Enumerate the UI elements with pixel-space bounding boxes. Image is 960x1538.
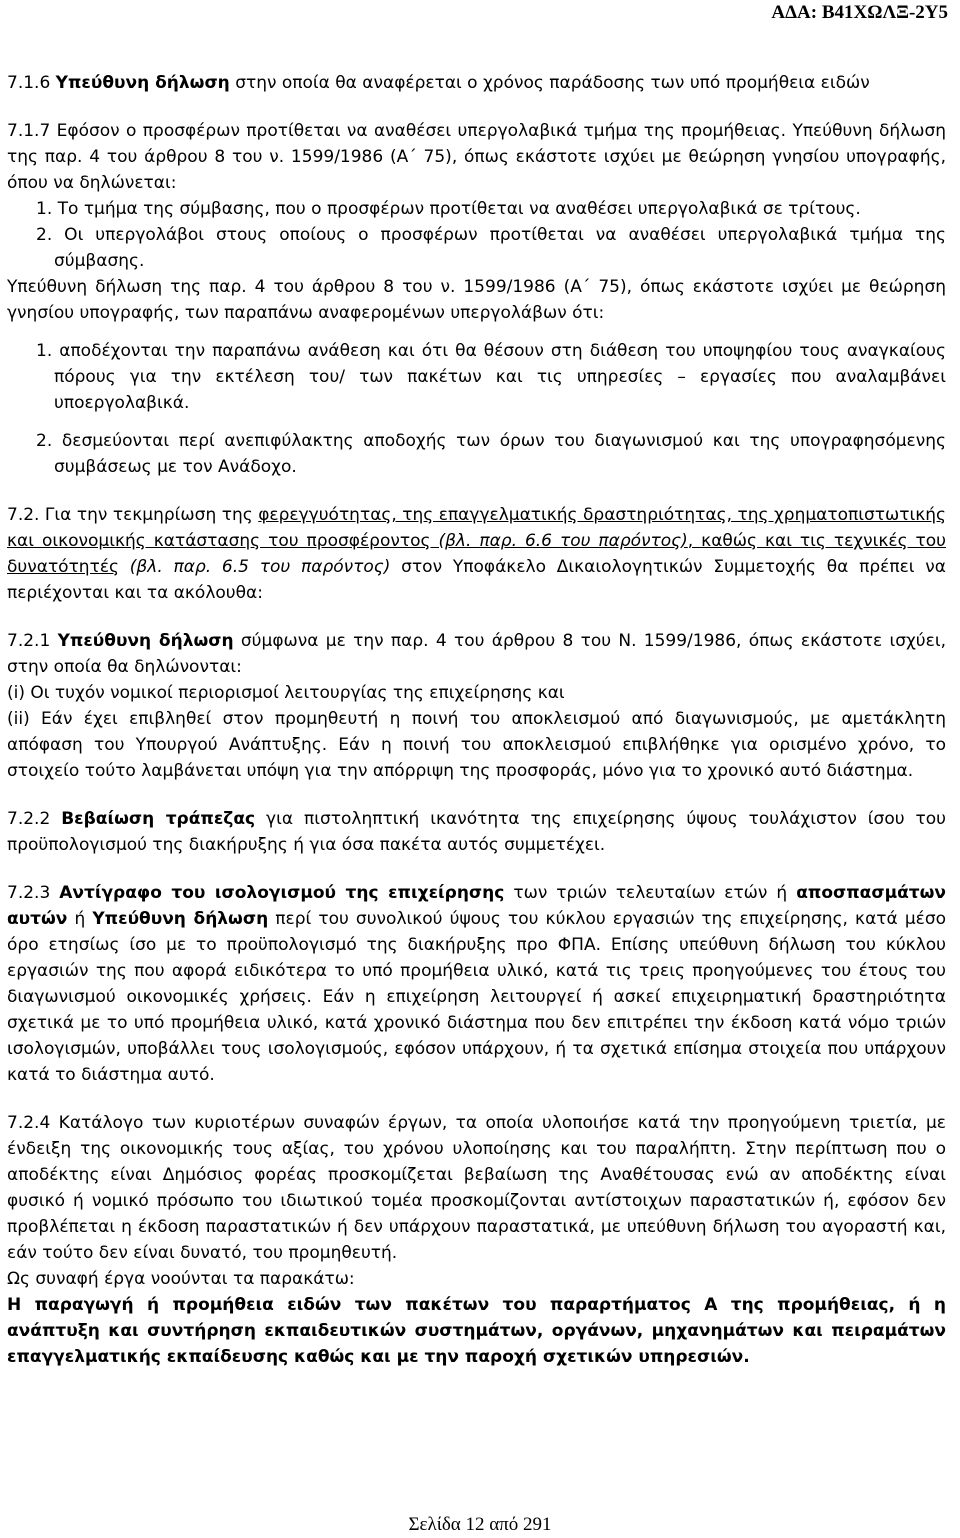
list-item-2: 2. Οι υπεργολάβοι στους οποίους ο προσφέρων προτίθεται να αναθέσει υπεργολαβικά τμήμα της σύμβασης.: [36, 225, 946, 271]
underlined-text: , καθώς και τις τεχνικές του δυνατότητές: [7, 531, 946, 577]
bold-term: Υπεύθυνη δήλωση: [57, 631, 234, 651]
sub-item-2: 2. δεσμεύονται περί ανεπιφύλακτης αποδοχής των όρων του διαγωνισμού και της υπογραφησόμενης συμβάσεως με τον Ανάδοχο.: [36, 431, 946, 477]
paragraph-text: σύμφωνα με την παρ. 4 του άρθρου 8 του Ν. 1599/1986, όπως εκάστοτε ισχύει, στην οποία θα δηλώνονται:: [7, 631, 946, 677]
section-7-1-7-intro: 7.1.7 Εφόσον ο προσφέρων προτίθεται να αναθέσει υπεργολαβικά τμήμα της προμήθειας. Υπεύθυνη δήλωση της παρ. 4 του άρθρου 8 του ν. 1599/1986 (Α΄ 75), όπως εκάστοτε ισχύει με θεώρηση γνησίου υπογραφής, όπου να δηλώνεται:: [7, 121, 946, 193]
sub-item-1: 1. αποδέχονται την παραπάνω ανάθεση και ότι θα θέσουν στη διάθεση του υποψηφίου τους αναγκαίους πόρους για την εκτέλεση του/ των πακέτων και τις υπηρεσίες – εργασίες που αναλαμβάνει υποεργολαβικά.: [36, 341, 946, 413]
document-body: [7, 70, 946, 1370]
paragraph-text: ή: [67, 909, 93, 929]
paragraph-text: των τριών τελευταίων ετών ή: [504, 883, 797, 903]
underlined-text: φερεγγυότητας, της επαγγελματικής δραστηριότητας, της χρηματοπιστωτικής και οικονομικής κατάστασης του προσφέροντος: [7, 505, 946, 551]
paragraph-text: περί του συνολικού ύψους του κύκλου εργασιών της επιχείρησης, κατά μέσο όρο ετησίως ίσο με το προϋπολογισμό της διακήρυξης προ ΦΠΑ. Επίσης υπεύθυνη δήλωση του κύκλου εργασιών της που αφορά ειδικότερα το υπό προμήθεια υλικό, κατά τις τρεις προηγούμενες του έτους του διαγωνισμού οικονομικές χρήσεις. Εάν η επιχείρηση λειτουργεί ή ασκεί επιχειρηματική δραστηριότητα σχετικά με το υπό προμήθεια υλικό, κατά χρονικό διάστημα που δεν επιτρέπει την έκδοση κατά νόμο τριών ισολογισμών, υποβάλλει τους ισολογισμούς, εφόσον υπάρχουν, ή τα σχετικά επίσημα στοιχεία που υπάρχουν κατά το διάστημα αυτό.: [7, 909, 947, 1085]
item-ii: (ii) Εάν έχει επιβληθεί στον προμηθευτή η ποινή του αποκλεισμού από διαγωνισμούς, με αμετάκλητη απόφαση του Υπουργού Ανάπτυξης. Εάν η ποινή του αποκλεισμού επιβλήθηκε για ορισμένο χρόνο, το στοιχείο τούτο λαμβάνεται υπόψη για την απόρριψη της προσφοράς, μόνο για το χρονικό αυτό διάστημα.: [7, 709, 946, 781]
bold-term: Υπεύθυνη δήλωση: [55, 73, 230, 93]
section-number: 7.2.3: [7, 883, 60, 903]
item-i: (i) Οι τυχόν νομικοί περιορισμοί λειτουργίας της επιχείρησης και: [7, 683, 565, 703]
section-7-2: [7, 502, 946, 606]
italic-reference: (βλ. παρ. 6.5 του παρόντος): [119, 557, 391, 577]
paragraph-text: στον Υποφάκελο Δικαιολογητικών Συμμετοχής θα πρέπει να περιέχονται και τα ακόλουθα:: [7, 557, 946, 603]
section-7-2-4: 7.2.4 Κατάλογο των κυριοτέρων συναφών έργων, τα οποία υλοποιήσε κατά την προηγούμενη τριετία, με ένδειξη της οικονομικής τους αξίας, του χρόνου υλοποίησης και του παραλήπτη. Στην περίπτωση που ο αποδέκτης είναι Δημόσιος φορέας προσκομίζεται βεβαίωση της Αναθέτουσας ενώ αν αποδέκτης είναι φυσικό ή νομικό πρόσωπο του ιδιωτικού τομέα προσκομίζονται αντίστοιχων παραστατικών ή, εφόσον δεν προβλέπεται η έκδοση παραστατικών ή δεν υπάρχουν παραστατικά, με υπεύθυνη δήλωση του αγοραστή και, εάν τούτο δεν είναι δυνατό, του προμηθευτή.: [7, 1113, 946, 1263]
bold-term: Αντίγραφο του ισολογισμού της επιχείρησης: [59, 883, 505, 903]
bold-term: Βεβαίωση τράπεζας: [61, 809, 256, 829]
section-number: 7.2.1: [7, 631, 58, 651]
paragraph-text: για πιστοληπτική ικανότητα της επιχείρησης ύψους τουλάχιστον ίσου του προϋπολογισμού της διακήρυξης ή για όσα πακέτα αυτός συμμετέχει.: [7, 809, 946, 855]
underlined-reference: (βλ. παρ. 6.6 του παρόντος): [430, 531, 688, 551]
section-7-2-2: [7, 806, 946, 858]
section-7-1-6: [7, 70, 946, 96]
ada-header: ΑΔΑ: Β41ΧΩΛΞ-2Υ5: [771, 2, 948, 23]
related-works-definition: Η παραγωγή ή προμήθεια ειδών των πακέτων του παραρτήματος Α της προμήθειας, ή η ανάπτυξη και συντήρηση εκπαιδευτικών συστημάτων, οργάνων, μηχανημάτων και πειραμάτων επαγγελματικής εκπαίδευσης καθώς και με την παροχή σχετικών υπηρεσιών.: [7, 1295, 946, 1367]
list-item-1: 1. Το τμήμα της σύμβασης, που ο προσφέρων προτίθεται να αναθέσει υπεργολαβικά σε τρίτους.: [36, 199, 861, 219]
subcontractor-declaration: Υπεύθυνη δήλωση της παρ. 4 του άρθρου 8 του ν. 1599/1986 (Α΄ 75), όπως εκάστοτε ισχύει με θεώρηση γνησίου υπογραφής, των παραπάνω αναφερομένων υπεργολάβων ότι:: [7, 277, 946, 323]
related-works-intro: Ως συναφή έργα νοούνται τα παρακάτω:: [7, 1269, 355, 1289]
section-number: 7.1.6: [7, 73, 56, 93]
bold-term: Υπεύθυνη δήλωση: [92, 909, 269, 929]
page-number-footer: Σελίδα 12 από 291: [408, 1514, 552, 1535]
bold-term: αποσπασμάτων αυτών: [7, 883, 946, 929]
section-number: 7.2.2: [7, 809, 62, 829]
paragraph-text: 7.2. Για την τεκμηρίωση της: [7, 505, 259, 525]
section-7-2-1: [7, 628, 946, 680]
section-7-2-3: [7, 880, 946, 1088]
paragraph-text: στην οποία θα αναφέρεται ο χρόνος παράδοσης των υπό προμήθεια ειδών: [229, 73, 870, 93]
